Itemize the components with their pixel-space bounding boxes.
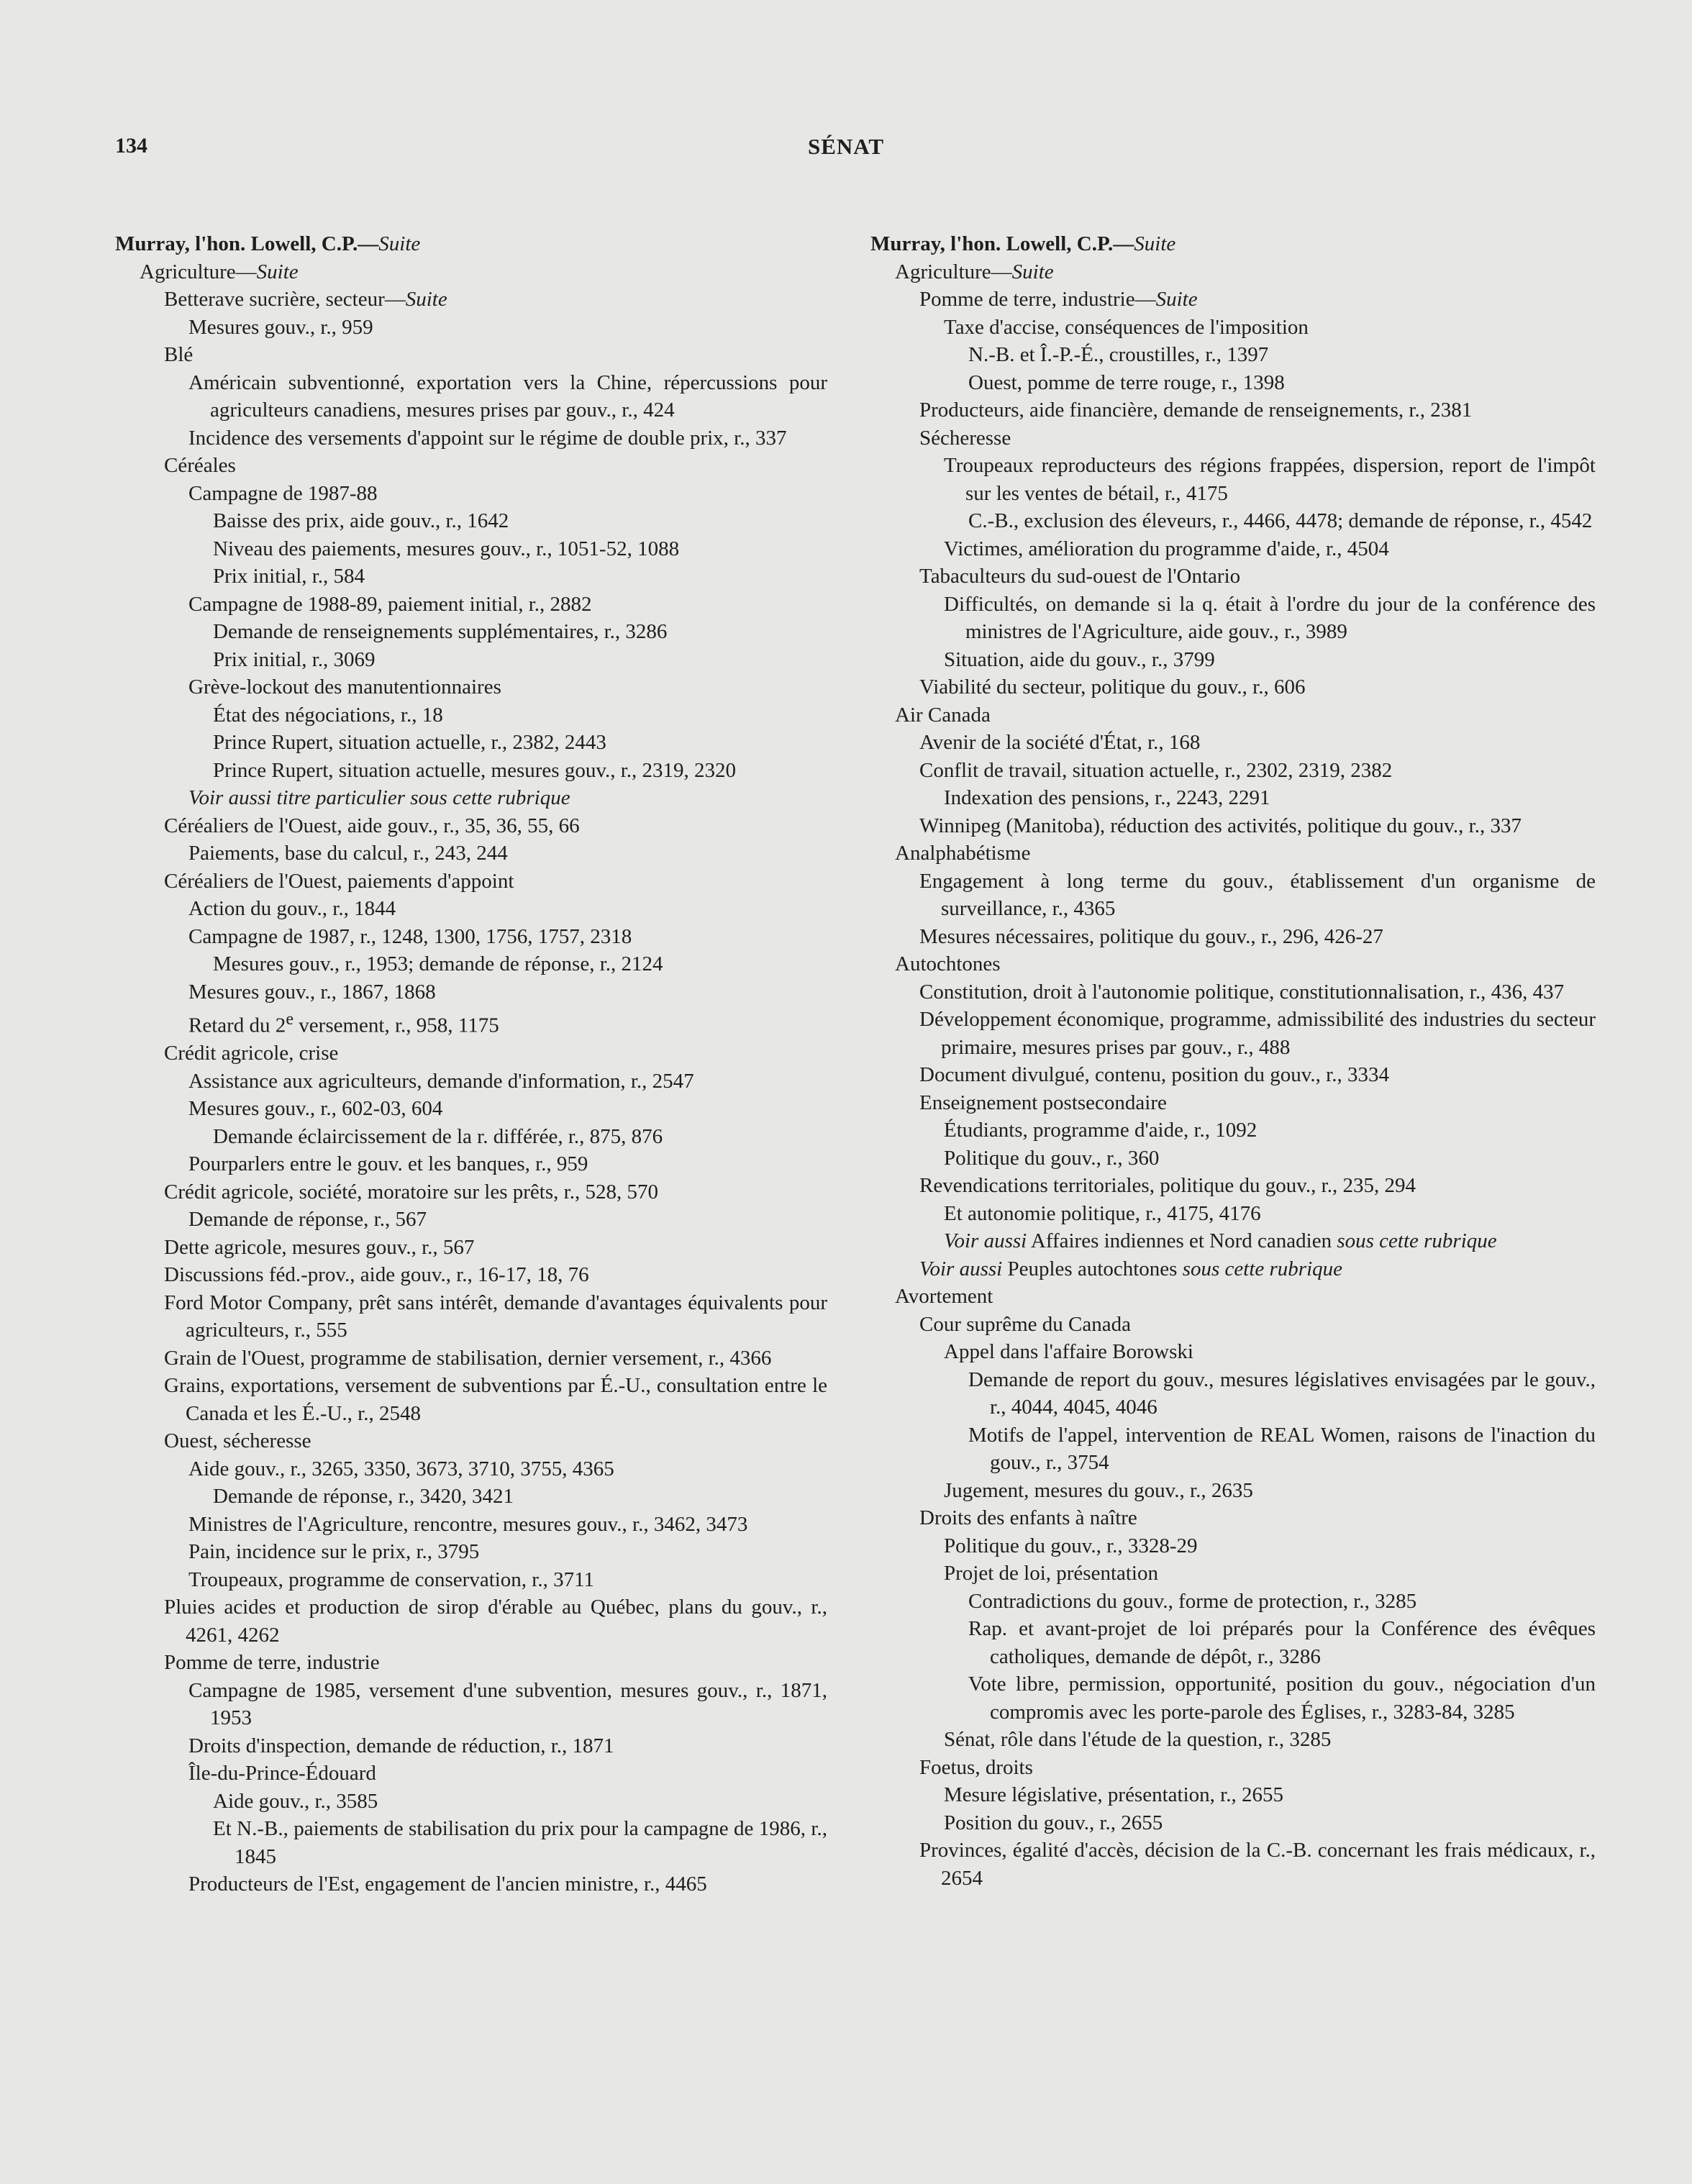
index-entry	[115, 1566, 827, 1594]
entry-text: Producteurs, aide financière, demande de renseignements, r., 2381	[919, 399, 1473, 422]
entry-text: Pourparlers entre le gouv. et les banques, r., 959	[188, 1152, 588, 1176]
entry-text: Grain de l'Ouest, programme de stabilisation, dernier versement, r., 4366	[164, 1346, 772, 1370]
index-entry	[870, 840, 1596, 868]
entry-text: Autochtones	[895, 952, 1001, 975]
entry-text: Américain subventionné, exportation vers la Chine, répercussions pour agriculteurs canadiens, mesures prises par gouv., r., 424	[188, 370, 827, 422]
entry-text: Peuples autochtones	[1002, 1257, 1183, 1280]
entry-text: Campagne de 1985, versement d'une subvention, mesures gouv., r., 1871, 1953	[188, 1678, 827, 1730]
index-entry	[115, 840, 827, 868]
index-entry	[115, 646, 827, 674]
entry-text: Vote libre, permission, opportunité, position du gouv., négociation d'un compromis avec les porte-parole des Églises, r., 3283-84, 3285	[968, 1673, 1596, 1724]
entry-text: Paiements, base du calcul, r., 243, 244	[188, 842, 508, 865]
entry-text: —	[358, 232, 379, 255]
index-entry	[870, 591, 1596, 646]
entry-text: Position du gouv., r., 2655	[944, 1811, 1163, 1834]
index-entry	[115, 1870, 827, 1898]
index-entry	[870, 507, 1596, 535]
entry-text: Assistance aux agriculteurs, demande d'information, r., 2547	[188, 1069, 694, 1093]
entry-text: Campagne de 1987, r., 1248, 1300, 1756, 1757, 2318	[188, 924, 632, 948]
entry-text: Aide gouv., r., 3265, 3350, 3673, 3710, 3755, 4365	[188, 1457, 614, 1480]
index-entry	[115, 1344, 827, 1373]
index-entry	[870, 258, 1596, 286]
entry-text: Mesures gouv., r., 959	[188, 315, 373, 339]
index-entry	[115, 1732, 827, 1760]
index-entry	[115, 1593, 827, 1649]
index-entry	[870, 1670, 1596, 1726]
index-entry	[870, 1227, 1596, 1255]
entry-text: Prince Rupert, situation actuelle, mesures gouv., r., 2319, 2320	[213, 758, 737, 782]
index-entry	[115, 424, 827, 452]
entry-text: Murray, l'hon. Lowell, C.P.	[870, 232, 1114, 255]
entry-text: Discussions féd.-prov., aide gouv., r., 16-17, 18, 76	[164, 1263, 589, 1287]
entry-text: Sénat, rôle dans l'étude de la question, r., 3285	[944, 1728, 1332, 1751]
entry-text: Ouest, sécheresse	[164, 1429, 311, 1453]
index-entry	[115, 1372, 827, 1427]
entry-text: Situation, aide du gouv., r., 3799	[944, 647, 1215, 671]
entry-text: Suite	[1155, 288, 1198, 311]
index-entry	[115, 258, 827, 286]
index-entry	[115, 812, 827, 840]
index-entry	[870, 1754, 1596, 1782]
entry-text: Suite	[405, 288, 447, 311]
index-entry	[115, 1788, 827, 1816]
index-entry	[870, 1421, 1596, 1477]
index-entry	[870, 563, 1596, 591]
entry-text: Cour suprême du Canada	[919, 1312, 1131, 1336]
index-entry	[115, 1068, 827, 1096]
index-entry	[115, 950, 827, 978]
index-entry	[870, 978, 1596, 1006]
entry-text: Céréaliers de l'Ouest, aide gouv., r., 35, 36, 55, 66	[164, 814, 580, 837]
entry-text: Prince Rupert, situation actuelle, r., 2382, 2443	[213, 731, 606, 754]
index-entry	[115, 314, 827, 342]
entry-text: e	[286, 1009, 294, 1029]
index-entry	[870, 812, 1596, 840]
entry-text: Pain, incidence sur le prix, r., 3795	[188, 1540, 480, 1564]
index-entry	[870, 868, 1596, 923]
entry-text: Grains, exportations, versement de subventions par É.-U., consultation entre le Canada et les É.-U., r., 2548	[164, 1374, 827, 1425]
entry-text: Agriculture—	[140, 260, 257, 283]
index-entry	[870, 314, 1596, 342]
entry-text: Niveau des paiements, mesures gouv., r., 1051-52, 1088	[213, 537, 680, 560]
entry-text: Air Canada	[895, 703, 991, 727]
index-entry	[870, 1588, 1596, 1616]
entry-text: Troupeaux reproducteurs des régions frappées, dispersion, report de l'impôt sur les ventes de bétail, r., 4175	[944, 454, 1596, 505]
entry-text: Mesures gouv., r., 602-03, 604	[188, 1097, 443, 1121]
index-column-right	[870, 230, 1596, 1892]
entry-text: Retard du 2	[188, 1014, 286, 1037]
index-entry	[115, 895, 827, 923]
entry-text: Crédit agricole, crise	[164, 1042, 339, 1065]
entry-text: Suite	[256, 260, 299, 283]
index-entry	[115, 1006, 827, 1039]
entry-text: Indexation des pensions, r., 2243, 2291	[944, 786, 1270, 809]
entry-text: Demande de renseignements supplémentaires, r., 3286	[213, 620, 668, 643]
entry-text: Demande de report du gouv., mesures législatives envisagées par le gouv., r., 4044, 4045, 4046	[968, 1368, 1596, 1419]
index-entry	[870, 1338, 1596, 1366]
entry-text: Céréaliers de l'Ouest, paiements d'appoint	[164, 869, 514, 893]
index-entry	[870, 1172, 1596, 1200]
index-entry	[870, 784, 1596, 812]
index-entry	[115, 1760, 827, 1788]
index-entry	[870, 369, 1596, 397]
entry-text: Avortement	[895, 1285, 993, 1308]
entry-text: Prix initial, r., 3069	[213, 647, 376, 671]
entry-text: Document divulgué, contenu, position du gouv., r., 3334	[919, 1063, 1389, 1086]
index-entry	[115, 1123, 827, 1151]
index-entry	[115, 1206, 827, 1234]
entry-text: Campagne de 1987-88	[188, 481, 378, 505]
index-entry	[870, 1504, 1596, 1532]
index-entry	[115, 1538, 827, 1566]
entry-text: Politique du gouv., r., 3328-29	[944, 1534, 1198, 1557]
entry-text: Étudiants, programme d'aide, r., 1092	[944, 1119, 1257, 1142]
entry-text: Action du gouv., r., 1844	[188, 897, 396, 920]
entry-text: Suite	[378, 232, 421, 255]
index-entry	[870, 757, 1596, 785]
index-entry	[870, 1089, 1596, 1117]
index-entry	[115, 701, 827, 729]
entry-text: Constitution, droit à l'autonomie politique, constitutionnalisation, r., 436, 437	[919, 980, 1565, 1004]
index-entry	[870, 1255, 1596, 1283]
entry-text: Ford Motor Company, prêt sans intérêt, demande d'avantages équivalents pour agriculteurs, r., 555	[164, 1291, 827, 1342]
index-heading	[870, 230, 1596, 258]
index-entry	[870, 1200, 1596, 1228]
entry-text: État des négociations, r., 18	[213, 703, 443, 727]
entry-text: Mesure législative, présentation, r., 2655	[944, 1783, 1283, 1806]
entry-text: Droits d'inspection, demande de réduction, r., 1871	[188, 1734, 614, 1757]
entry-text: Contradictions du gouv., forme de protection, r., 3285	[968, 1589, 1417, 1613]
index-entry	[115, 1427, 827, 1455]
entry-text: Avenir de la société d'État, r., 168	[919, 731, 1201, 754]
entry-text: Prix initial, r., 584	[213, 565, 365, 588]
index-entry	[115, 1261, 827, 1289]
index-entry	[870, 950, 1596, 978]
entry-text: N.-B. et Î.-P.-É., croustilles, r., 1397	[968, 343, 1269, 366]
entry-text: Mesures gouv., r., 1953; demande de réponse, r., 2124	[213, 952, 663, 975]
entry-text: Mesures gouv., r., 1867, 1868	[188, 980, 436, 1004]
entry-text: Motifs de l'appel, intervention de REAL Women, raisons de l'inaction du gouv., r., 3754	[968, 1423, 1596, 1474]
entry-text: Enseignement postsecondaire	[919, 1091, 1167, 1114]
entry-text: Voir aussi titre particulier sous cette rubrique	[188, 786, 570, 809]
index-entry	[115, 1234, 827, 1262]
index-entry	[870, 396, 1596, 424]
entry-text: Difficultés, on demande si la q. était à l'ordre du jour de la conférence des ministres de l'Agriculture, aide gouv., r., 3989	[944, 592, 1596, 643]
entry-text: Provinces, égalité d'accès, décision de la C.-B. concernant les frais médicaux, r., 2654	[919, 1839, 1596, 1890]
index-entry	[870, 1615, 1596, 1670]
entry-text: Et autonomie politique, r., 4175, 4176	[944, 1201, 1261, 1225]
entry-text: Revendications territoriales, politique du gouv., r., 235, 294	[919, 1174, 1416, 1197]
index-entry	[870, 424, 1596, 452]
index-entry	[870, 341, 1596, 369]
entry-text: Agriculture—	[895, 260, 1012, 283]
index-entry	[115, 1511, 827, 1539]
page-number: 134	[115, 134, 147, 158]
entry-text: Crédit agricole, société, moratoire sur les prêts, r., 528, 570	[164, 1180, 658, 1204]
entry-text: Sécheresse	[919, 426, 1011, 450]
index-entry	[870, 452, 1596, 507]
entry-text: Baisse des prix, aide gouv., r., 1642	[213, 509, 509, 532]
entry-text: Dette agricole, mesures gouv., r., 567	[164, 1235, 475, 1259]
entry-text: Victimes, amélioration du programme d'aide, r., 4504	[944, 537, 1389, 560]
entry-text: Suite	[1134, 232, 1176, 255]
entry-text: Ministres de l'Agriculture, rencontre, mesures gouv., r., 3462, 3473	[188, 1512, 748, 1536]
entry-text: versement, r., 958, 1175	[294, 1014, 499, 1037]
index-entry	[870, 646, 1596, 674]
entry-text: Incidence des versements d'appoint sur le régime de double prix, r., 337	[188, 426, 787, 450]
index-entry	[115, 1095, 827, 1123]
index-entry	[115, 923, 827, 951]
index-entry	[870, 1560, 1596, 1588]
entry-text: Taxe d'accise, conséquences de l'imposition	[944, 315, 1309, 339]
index-entry	[870, 701, 1596, 729]
index-entry	[870, 673, 1596, 701]
entry-text: Viabilité du secteur, politique du gouv., r., 606	[919, 675, 1306, 699]
index-entry	[115, 1483, 827, 1511]
entry-text: —	[1113, 232, 1134, 255]
index-entry	[115, 868, 827, 896]
entry-text: Blé	[164, 343, 194, 366]
index-entry	[870, 1809, 1596, 1837]
entry-text: Suite	[1011, 260, 1054, 283]
entry-text: Projet de loi, présentation	[944, 1562, 1158, 1585]
index-entry	[115, 1677, 827, 1732]
index-entry	[870, 1283, 1596, 1311]
entry-text: Île-du-Prince-Édouard	[188, 1762, 376, 1785]
index-entry	[870, 535, 1596, 563]
entry-text: Foetus, droits	[919, 1755, 1033, 1779]
entry-text: Demande de réponse, r., 567	[188, 1208, 427, 1232]
index-entry	[115, 1455, 827, 1483]
entry-text: Mesures nécessaires, politique du gouv., r., 296, 426-27	[919, 924, 1383, 948]
entry-text: Voir aussi	[944, 1229, 1027, 1252]
entry-text: Voir aussi	[919, 1257, 1003, 1280]
index-entry	[870, 1477, 1596, 1505]
index-entry	[870, 1006, 1596, 1061]
entry-text: sous cette rubrique	[1337, 1229, 1497, 1252]
entry-text: Affaires indiennes et Nord canadien	[1027, 1229, 1337, 1252]
entry-text: Droits des enfants à naître	[919, 1506, 1137, 1529]
index-entry	[115, 1150, 827, 1178]
index-entry	[115, 286, 827, 314]
index-entry	[115, 1649, 827, 1677]
index-entry	[870, 1116, 1596, 1145]
entry-text: Grève-lockout des manutentionnaires	[188, 675, 501, 699]
index-entry	[870, 923, 1596, 951]
index-entry	[115, 978, 827, 1006]
index-entry	[115, 618, 827, 646]
index-entry	[870, 1061, 1596, 1089]
entry-text: Winnipeg (Manitoba), réduction des activités, politique du gouv., r., 337	[919, 814, 1522, 837]
entry-text: Pluies acides et production de sirop d'érable au Québec, plans du gouv., r., 4261, 4262	[164, 1596, 827, 1647]
entry-text: Murray, l'hon. Lowell, C.P.	[115, 232, 358, 255]
index-entry	[870, 1781, 1596, 1809]
index-entry	[115, 480, 827, 508]
index-entry	[115, 452, 827, 480]
entry-text: Pomme de terre, industrie	[164, 1651, 380, 1675]
index-entry	[115, 341, 827, 369]
index-entry	[115, 757, 827, 785]
entry-text: Betterave sucrière, secteur—	[164, 288, 406, 311]
entry-text: Céréales	[164, 454, 236, 477]
entry-text: sous cette rubrique	[1182, 1257, 1343, 1280]
index-entry	[115, 784, 827, 812]
entry-text: Engagement à long terme du gouv., établissement d'un organisme de surveillance, r., 4365	[919, 869, 1596, 920]
index-heading	[115, 230, 827, 258]
index-entry	[870, 729, 1596, 757]
index-entry	[870, 1532, 1596, 1560]
entry-text: Analphabétisme	[895, 842, 1031, 865]
index-entry	[115, 1815, 827, 1870]
entry-text: Campagne de 1988-89, paiement initial, r., 2882	[188, 592, 592, 616]
index-entry	[115, 1178, 827, 1206]
entry-text: Demande de réponse, r., 3420, 3421	[213, 1485, 514, 1509]
entry-text: Jugement, mesures du gouv., r., 2635	[944, 1478, 1253, 1502]
index-entry	[115, 563, 827, 591]
entry-text: Troupeaux, programme de conservation, r., 3711	[188, 1568, 595, 1591]
index-column-left	[115, 230, 827, 1898]
entry-text: Pomme de terre, industrie—	[919, 288, 1156, 311]
index-entry	[870, 286, 1596, 314]
index-entry	[115, 1289, 827, 1344]
index-entry	[870, 1145, 1596, 1173]
entry-text: Aide gouv., r., 3585	[213, 1789, 378, 1813]
index-entry	[115, 1039, 827, 1068]
entry-text: Producteurs de l'Est, engagement de l'ancien ministre, r., 4465	[188, 1873, 707, 1896]
running-title: SÉNAT	[807, 134, 885, 159]
entry-text: C.-B., exclusion des éleveurs, r., 4466, 4478; demande de réponse, r., 4542	[968, 509, 1593, 532]
entry-text: Développement économique, programme, admissibilité des industries du secteur primaire, mesures prises par gouv., r., 488	[919, 1008, 1596, 1059]
index-entry	[115, 369, 827, 424]
index-entry	[870, 1726, 1596, 1754]
entry-text: Politique du gouv., r., 360	[944, 1146, 1160, 1170]
entry-text: Appel dans l'affaire Borowski	[944, 1340, 1193, 1363]
index-entry	[870, 1311, 1596, 1339]
index-entry	[115, 729, 827, 757]
entry-text: Demande éclaircissement de la r. différée, r., 875, 876	[213, 1124, 663, 1148]
entry-text: Rap. et avant-projet de loi préparés pour la Conférence des évêques catholiques, demande de dépôt, r., 3286	[968, 1617, 1596, 1668]
entry-text: Et N.-B., paiements de stabilisation du prix pour la campagne de 1986, r., 1845	[213, 1817, 827, 1868]
entry-text: Conflit de travail, situation actuelle, r., 2302, 2319, 2382	[919, 758, 1393, 782]
index-entry	[115, 507, 827, 535]
entry-text: Ouest, pomme de terre rouge, r., 1398	[968, 370, 1285, 394]
index-entry	[115, 535, 827, 563]
index-entry	[115, 591, 827, 619]
index-entry	[115, 673, 827, 701]
index-entry	[870, 1837, 1596, 1892]
entry-text: Tabaculteurs du sud-ouest de l'Ontario	[919, 565, 1241, 588]
index-entry	[870, 1366, 1596, 1421]
